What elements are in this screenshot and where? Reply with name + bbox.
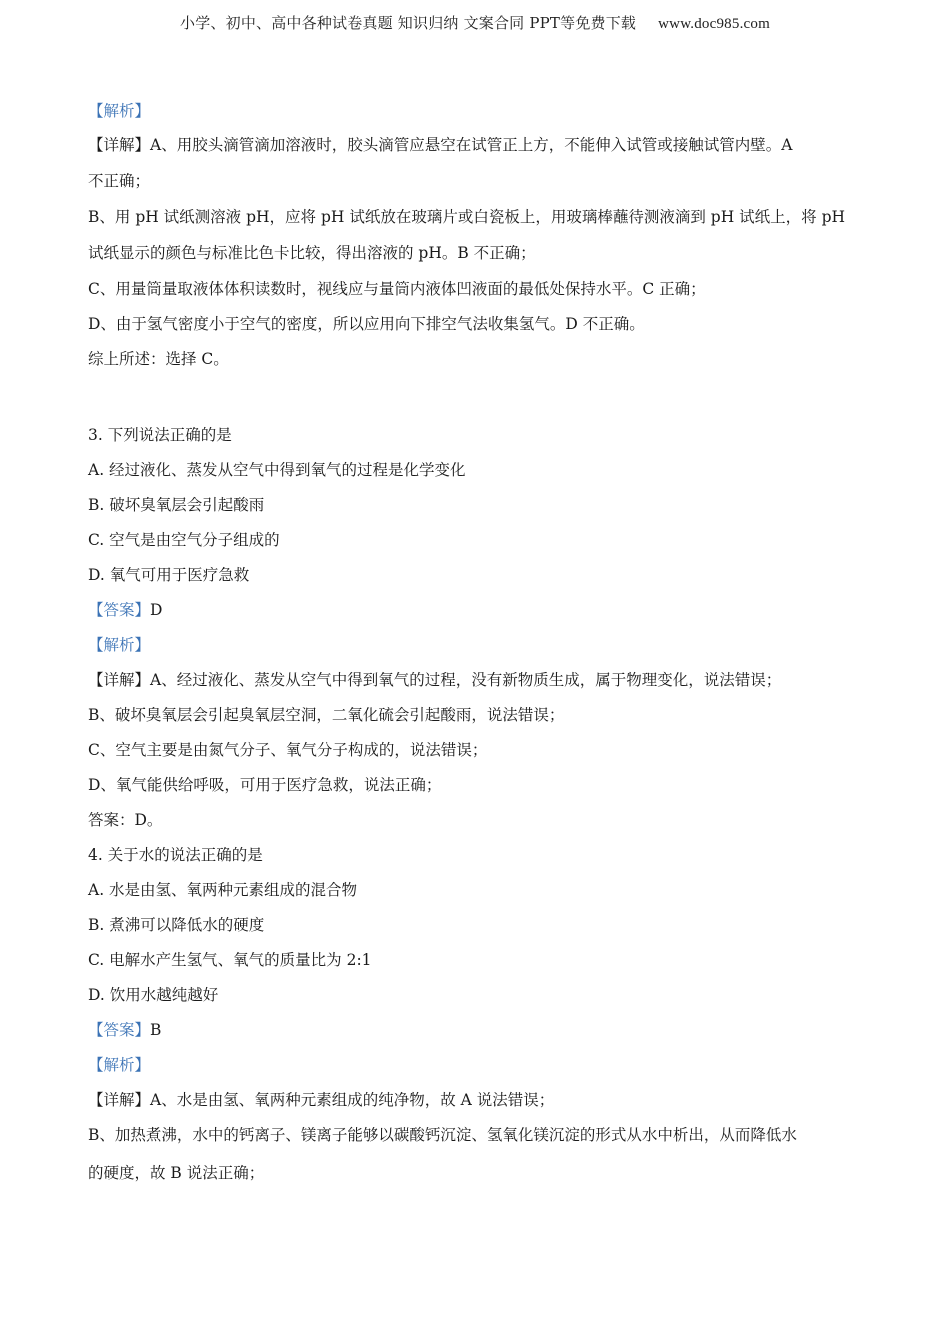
question-3-option-a: A. 经过液化、蒸发从空气中得到氧气的过程是化学变化 bbox=[88, 461, 466, 479]
summary-line: 综上所述：选择 C。 bbox=[88, 350, 229, 368]
question-4-answer: 【答案】B bbox=[88, 1021, 162, 1039]
question-4-option-a: A. 水是由氢、氧两种元素组成的混合物 bbox=[88, 881, 358, 899]
question-3-option-c: C. 空气是由空气分子组成的 bbox=[88, 531, 280, 549]
question-4-detail: 的硬度，故 B 说法正确； bbox=[88, 1164, 265, 1182]
question-4-detail: B、加热煮沸，水中的钙离子、镁离子能够以碳酸钙沉淀、氢氧化镁沉淀的形式从水中析出，从而降低水 bbox=[88, 1126, 797, 1144]
question-3-answer: 【答案】D bbox=[88, 601, 163, 619]
header-text: 小学、初中、高中各种试卷真题 知识归纳 文案合同 PPT等免费下载 bbox=[180, 14, 637, 32]
question-3-option-d: D. 氧气可用于医疗急救 bbox=[88, 566, 250, 584]
detail-line: 不正确； bbox=[88, 172, 151, 190]
question-4-analysis-label: 【解析】 bbox=[88, 1056, 151, 1074]
question-3-conclusion: 答案：D。 bbox=[88, 811, 163, 829]
question-3-stem: 3. 下列说法正确的是 bbox=[88, 426, 232, 444]
question-3-detail: C、空气主要是由氮气分子、氧气分子构成的，说法错误； bbox=[88, 741, 488, 759]
detail-line: C、用量筒量取液体体积读数时，视线应与量筒内液体凹液面的最低处保持水平。C 正确； bbox=[88, 280, 706, 298]
question-3-detail: D、氧气能供给呼吸，可用于医疗急救，说法正确； bbox=[88, 776, 442, 794]
detail-line: 试纸显示的颜色与标准比色卡比较，得出溶液的 pH。B 不正确； bbox=[88, 244, 536, 262]
question-3-detail: B、破坏臭氧层会引起臭氧层空洞，二氧化硫会引起酸雨，说法错误； bbox=[88, 706, 565, 724]
question-4-option-c: C. 电解水产生氢气、氧气的质量比为 2:1 bbox=[88, 951, 372, 969]
detail-line: 【详解】A、用胶头滴管滴加溶液时，胶头滴管应悬空在试管正上方，不能伸入试管或接触试管内壁。A bbox=[88, 136, 793, 154]
detail-line: B、用 pH 试纸测溶液 pH，应将 pH 试纸放在玻璃片或白瓷板上，用玻璃棒蘸待测液滴到 pH 试纸上，将 pH bbox=[88, 208, 846, 226]
question-4-detail: 【详解】A、水是由氢、氧两种元素组成的纯净物，故 A 说法错误； bbox=[88, 1091, 555, 1109]
section-analysis-label: 【解析】 bbox=[88, 102, 151, 120]
question-4-stem: 4. 关于水的说法正确的是 bbox=[88, 846, 263, 864]
question-3-analysis-label: 【解析】 bbox=[88, 636, 151, 654]
page-header bbox=[0, 12, 950, 33]
detail-line: D、由于氢气密度小于空气的密度，所以应用向下排空气法收集氢气。D 不正确。 bbox=[88, 315, 645, 333]
question-3-option-b: B. 破坏臭氧层会引起酸雨 bbox=[88, 496, 265, 514]
question-3-detail: 【详解】A、经过液化、蒸发从空气中得到氧气的过程，没有新物质生成，属于物理变化，说法错误； bbox=[88, 671, 782, 689]
question-4-option-b: B. 煮沸可以降低水的硬度 bbox=[88, 916, 265, 934]
question-4-option-d: D. 饮用水越纯越好 bbox=[88, 986, 219, 1004]
header-url[interactable]: www.doc985.com bbox=[658, 16, 770, 32]
